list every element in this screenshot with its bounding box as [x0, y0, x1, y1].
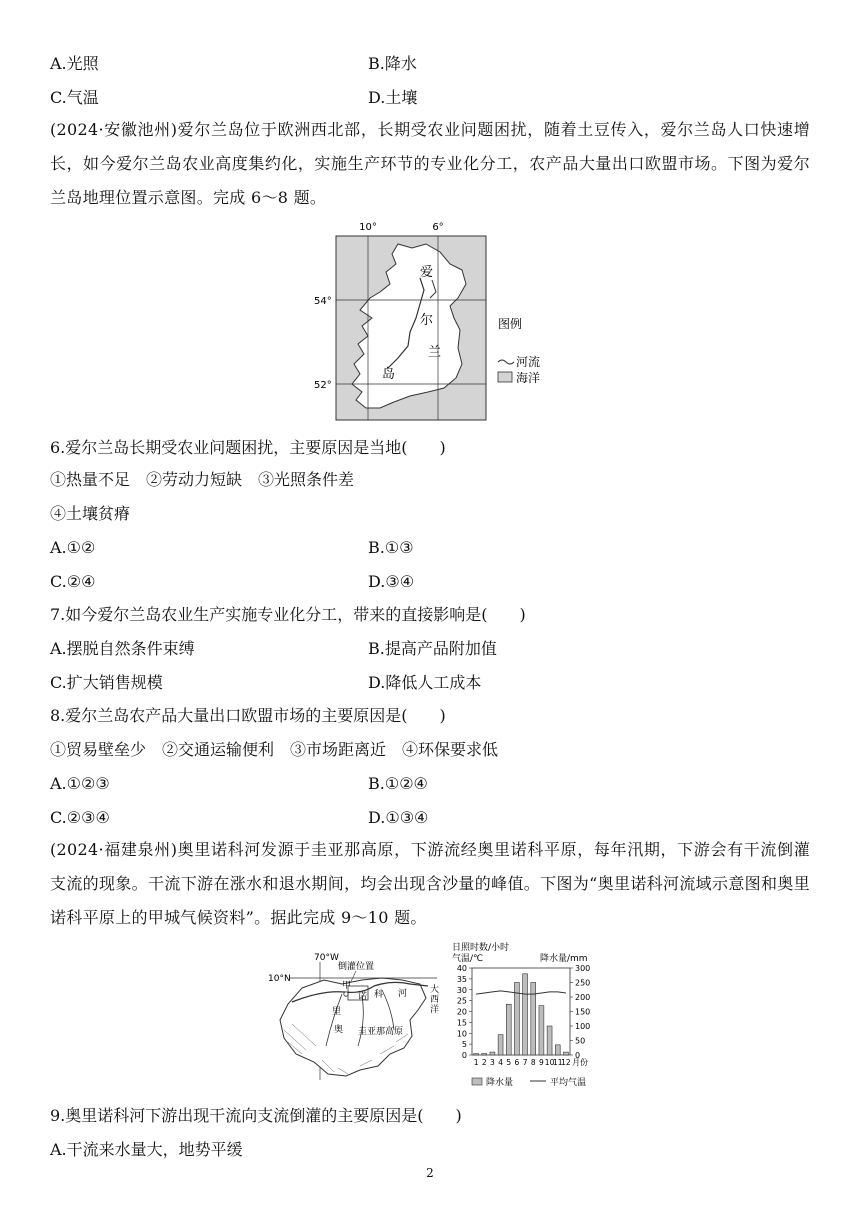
chart-right-tick-label: 250 — [575, 978, 591, 988]
chart-month-label: 11 — [552, 1058, 563, 1067]
chart-month-label: 12 — [561, 1058, 571, 1067]
city-jia-label: 甲 — [342, 981, 352, 991]
lon-label-70w: 70°W — [314, 953, 339, 963]
map-char-ai: 爱 — [420, 265, 434, 280]
chart-left-tick-label: 35 — [456, 974, 467, 984]
chart-x-unit-label: 月份 — [572, 1058, 588, 1067]
precip-bar — [490, 1052, 495, 1055]
legend-temp-label: 平均气温 — [550, 1078, 587, 1088]
precip-bar — [523, 974, 528, 1055]
q8-stem: 8.爱尔兰岛农产品大量出口欧盟市场的主要原因是( ) — [50, 706, 446, 725]
q6-option-d: D.③④ — [368, 572, 415, 591]
legend-ocean-label: 海洋 — [516, 371, 541, 385]
q6-items-line1: ①热量不足 ②劳动力短缺 ③光照条件差 — [50, 470, 355, 489]
q5-option-c: C.气温 — [50, 88, 99, 107]
chart-month-label: 3 — [490, 1058, 495, 1067]
q8-option-d: D.①③④ — [368, 808, 429, 827]
page-number: 2 — [426, 1166, 434, 1180]
map-char-nuo: 诺 — [358, 992, 368, 1002]
q7-option-c: C.扩大销售规模 — [50, 673, 163, 692]
chart-right-tick-label: 200 — [575, 993, 591, 1002]
q8-items: ①贸易壁垒少 ②交通运输便利 ③市场距离近 ④环保要求低 — [50, 740, 499, 759]
chart-ylabel-sunshine: 日照时数/小时 — [452, 943, 510, 953]
q7-option-d: D.降低人工成本 — [368, 673, 482, 692]
backflow-label: 倒灌位置 — [338, 962, 375, 972]
chart-left-tick-label: 15 — [456, 1018, 467, 1028]
legend-title: 图例 — [498, 317, 523, 331]
intro-paragraph-orinoco: (2024·福建泉州)奥里诺科河发源于圭亚那高原，下游流经奥里诺科平原，每年汛期，下游会有干流倒灌支流的现象。干流下游在涨水和退水期间，均会出现含沙量的峰值。下图为“奥里诺科河流域示意图和奥里诺科平原上的甲城气候资料”。据此完成 9～10 题。 — [50, 840, 810, 927]
highland-label: 圭亚那高原 — [358, 1027, 404, 1037]
atlantic-char-2: 西 — [430, 995, 440, 1005]
climate-chart — [440, 940, 630, 1090]
legend-precip-label: 降水量 — [486, 1078, 514, 1088]
chart-month-label: 5 — [506, 1058, 512, 1067]
chart-left-tick-label: 0 — [461, 1051, 467, 1060]
q6-option-a: A.①② — [50, 538, 96, 557]
ireland-map — [300, 218, 560, 424]
lat-label-top: 54° — [314, 296, 332, 307]
chart-month-label: 4 — [498, 1058, 503, 1067]
lon-label-left: 10° — [359, 222, 377, 233]
chart-month-label: 10 — [544, 1058, 555, 1067]
precip-bar — [498, 1035, 503, 1055]
chart-left-tick-label: 10 — [456, 1029, 467, 1039]
chart-month-label: 2 — [481, 1058, 487, 1067]
chart-left-tick-label: 5 — [461, 1040, 467, 1050]
orinoco-basin-map — [262, 950, 442, 1085]
chart-right-tick-label: 50 — [575, 1036, 586, 1046]
intro-paragraph-ireland: (2024·安徽池州)爱尔兰岛位于欧洲西北部，长期受农业问题困扰，随着土豆传入，爱尔兰岛人口快速增长，如今爱尔兰岛农业高度集约化，实施生产环节的专业化分工，农产品大量出口欧盟市场。下图为爱尔兰岛地理位置示意图。完成 6～8 题。 — [50, 120, 810, 207]
q8-option-c: C.②③④ — [50, 808, 110, 827]
q7-option-a: A.摆脱自然条件束缚 — [50, 639, 195, 658]
precip-bar — [555, 1045, 560, 1055]
precip-bar — [506, 1004, 511, 1055]
q5-option-a: A.光照 — [50, 54, 99, 73]
lat-label-bottom: 52° — [314, 380, 332, 391]
chart-left-tick-label: 20 — [456, 1007, 467, 1017]
map-char-li: 里 — [332, 1007, 342, 1017]
chart-month-label: 8 — [530, 1058, 536, 1067]
map-char-dao: 岛 — [382, 367, 396, 382]
precip-bar — [539, 1006, 544, 1055]
chart-ylabel-temp: 气温/℃ — [452, 954, 484, 964]
precip-bar — [563, 1052, 568, 1055]
q6-option-c: C.②④ — [50, 572, 96, 591]
q5-option-d: D.土壤 — [368, 88, 418, 107]
chart-right-tick-label: 0 — [575, 1051, 581, 1060]
legend-precip-swatch — [472, 1078, 482, 1085]
temperature-line — [476, 991, 566, 994]
chart-month-label: 1 — [473, 1058, 479, 1067]
map-char-lan: 兰 — [428, 345, 442, 360]
atlantic-char-3: 洋 — [430, 1005, 440, 1015]
chart-right-tick-label: 300 — [575, 964, 591, 973]
map-char-er: 尔 — [420, 313, 434, 328]
q9-stem: 9.奥里诺科河下游出现干流向支流倒灌的主要原因是( ) — [50, 1106, 462, 1125]
legend-river-label: 河流 — [516, 355, 541, 369]
q5-option-b: B.降水 — [368, 54, 417, 73]
chart-month-label: 9 — [539, 1058, 544, 1067]
q6-option-b: B.①③ — [368, 538, 414, 557]
q7-option-b: B.提高产品附加值 — [368, 639, 497, 658]
legend-river-icon — [498, 360, 514, 364]
q7-stem: 7.如今爱尔兰岛农业生产实施专业化分工，带来的直接影响是( ) — [50, 605, 526, 624]
chart-month-label: 7 — [522, 1058, 528, 1067]
q6-items-line2: ④土壤贫瘠 — [50, 504, 131, 523]
q8-option-b: B.①②④ — [368, 774, 428, 793]
q9-option-a: A.干流来水量大，地势平缓 — [50, 1140, 243, 1159]
precip-bar — [474, 1054, 479, 1055]
city-jia-marker — [344, 992, 348, 996]
precip-bar — [547, 1026, 552, 1055]
map-char-ao: 奥 — [334, 1025, 344, 1035]
chart-right-tick-label: 150 — [575, 1007, 591, 1017]
precip-bar — [482, 1054, 487, 1055]
lat-label-10n: 10°N — [268, 974, 291, 984]
q8-option-a: A.①②③ — [50, 774, 110, 793]
q6-stem: 6.爱尔兰岛长期受农业问题困扰，主要原因是当地( ) — [50, 438, 446, 457]
legend-ocean-swatch — [498, 372, 512, 382]
map-char-he: 河 — [398, 989, 408, 999]
atlantic-char-1: 大 — [430, 985, 440, 995]
chart-left-tick-label: 40 — [456, 964, 467, 973]
chart-plot-frame — [472, 968, 570, 1055]
map-char-ke: 科 — [374, 990, 384, 1000]
lon-label-right: 6° — [432, 222, 444, 233]
chart-left-tick-label: 25 — [456, 996, 467, 1006]
chart-ylabel-precip: 降水量/mm — [540, 954, 588, 964]
chart-left-tick-label: 30 — [456, 985, 467, 995]
chart-month-label: 6 — [514, 1058, 520, 1067]
chart-right-tick-label: 100 — [575, 1022, 591, 1031]
